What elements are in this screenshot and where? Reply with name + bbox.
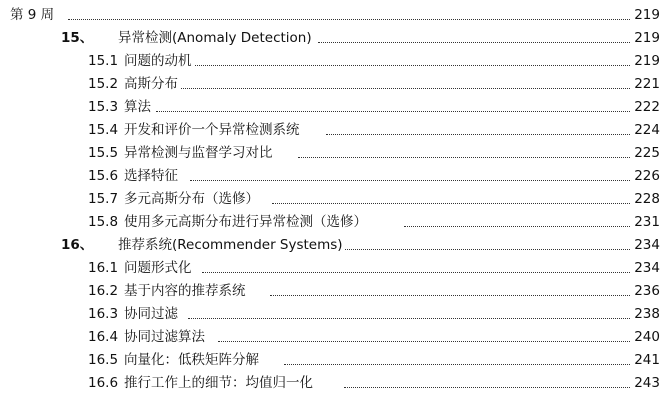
page-number: 219 bbox=[632, 4, 660, 27]
section-number: 15.4 bbox=[88, 122, 119, 138]
section-number: 16.4 bbox=[88, 329, 119, 345]
dot-leader bbox=[176, 88, 630, 89]
section-title: 基于内容的推荐系统 bbox=[124, 280, 248, 303]
toc-chapter-row[interactable] bbox=[0, 27, 666, 50]
dot-leader bbox=[338, 249, 630, 250]
dot-leader bbox=[298, 157, 630, 158]
section-number: 16.1 bbox=[88, 260, 119, 276]
dot-leader bbox=[270, 295, 630, 296]
section-number: 15.6 bbox=[88, 168, 119, 184]
section-number: 15.5 bbox=[88, 145, 119, 161]
section-title: 开发和评价一个异常检测系统 bbox=[124, 119, 302, 142]
section-number: 16.5 bbox=[88, 352, 119, 368]
toc-section-row[interactable] bbox=[0, 96, 666, 119]
section-title: 推行工作上的细节：均值归一化 bbox=[124, 372, 315, 395]
section-title: 协同过滤 bbox=[124, 303, 180, 326]
page-number: 226 bbox=[632, 165, 660, 188]
section-number: 16.2 bbox=[88, 283, 119, 299]
section-number: 15.7 bbox=[88, 191, 119, 207]
dot-leader bbox=[344, 387, 630, 388]
section-number: 16.3 bbox=[88, 306, 119, 322]
section-title: 异常检测与监督学习对比 bbox=[124, 142, 275, 165]
section-number: 15.8 bbox=[88, 214, 119, 230]
toc-section-row[interactable] bbox=[0, 326, 666, 349]
dot-leader bbox=[202, 272, 630, 273]
dot-leader bbox=[218, 341, 630, 342]
toc-section-row[interactable] bbox=[0, 165, 666, 188]
dot-leader bbox=[156, 111, 630, 112]
section-title: 问题的动机 bbox=[124, 50, 194, 73]
dot-leader bbox=[188, 65, 630, 66]
page-number: 224 bbox=[632, 119, 660, 142]
chapter-number: 15、 bbox=[61, 30, 94, 46]
dot-leader bbox=[68, 19, 630, 20]
dot-leader bbox=[190, 180, 630, 181]
section-title: 多元高斯分布（选修） bbox=[124, 188, 261, 211]
toc-week-row[interactable] bbox=[0, 4, 666, 27]
page-number: 236 bbox=[632, 280, 660, 303]
chapter-number: 16、 bbox=[61, 237, 94, 253]
section-title: 高斯分布 bbox=[124, 73, 180, 96]
toc-section-row[interactable] bbox=[0, 372, 666, 395]
section-title: 向量化：低秩矩阵分解 bbox=[124, 349, 261, 372]
page-number: 228 bbox=[632, 188, 660, 211]
toc-section-row[interactable] bbox=[0, 303, 666, 326]
section-title: 使用多元高斯分布进行异常检测（选修） bbox=[124, 211, 369, 234]
dot-leader bbox=[272, 203, 630, 204]
section-number: 15.2 bbox=[88, 76, 119, 92]
page-number: 221 bbox=[632, 73, 660, 96]
page-number: 219 bbox=[632, 50, 660, 73]
chapter-title: 异常检测(Anomaly Detection) bbox=[118, 27, 314, 50]
section-number: 16.6 bbox=[88, 375, 119, 391]
toc-section-row[interactable] bbox=[0, 73, 666, 96]
toc-chapter-row[interactable] bbox=[0, 234, 666, 257]
page-number: 222 bbox=[632, 96, 660, 119]
week-label: 第 9 周 bbox=[10, 4, 56, 27]
toc-section-row[interactable] bbox=[0, 188, 666, 211]
toc-section-row[interactable] bbox=[0, 349, 666, 372]
section-number: 15.1 bbox=[88, 53, 119, 69]
page-number: 225 bbox=[632, 142, 660, 165]
page-number: 241 bbox=[632, 349, 660, 372]
section-number: 15.3 bbox=[88, 99, 119, 115]
toc-section-row[interactable] bbox=[0, 211, 666, 234]
page-number: 238 bbox=[632, 303, 660, 326]
toc-section-row[interactable] bbox=[0, 119, 666, 142]
page-number: 234 bbox=[632, 234, 660, 257]
page-number: 219 bbox=[632, 27, 660, 50]
toc-section-row[interactable] bbox=[0, 50, 666, 73]
toc-section-row[interactable] bbox=[0, 257, 666, 280]
page-number: 240 bbox=[632, 326, 660, 349]
page-number: 234 bbox=[632, 257, 660, 280]
toc-section-row[interactable] bbox=[0, 142, 666, 165]
section-title: 问题形式化 bbox=[124, 257, 194, 280]
dot-leader bbox=[404, 226, 630, 227]
section-title: 算法 bbox=[124, 96, 153, 119]
section-title: 协同过滤算法 bbox=[124, 326, 207, 349]
page-number: 231 bbox=[632, 211, 660, 234]
section-title: 选择特征 bbox=[124, 165, 180, 188]
toc-section-row[interactable] bbox=[0, 280, 666, 303]
dot-leader bbox=[188, 318, 630, 319]
dot-leader bbox=[326, 134, 630, 135]
chapter-title: 推荐系统(Recommender Systems) bbox=[118, 234, 345, 257]
dot-leader bbox=[284, 364, 630, 365]
dot-leader bbox=[318, 42, 630, 43]
page-number: 243 bbox=[632, 372, 660, 395]
